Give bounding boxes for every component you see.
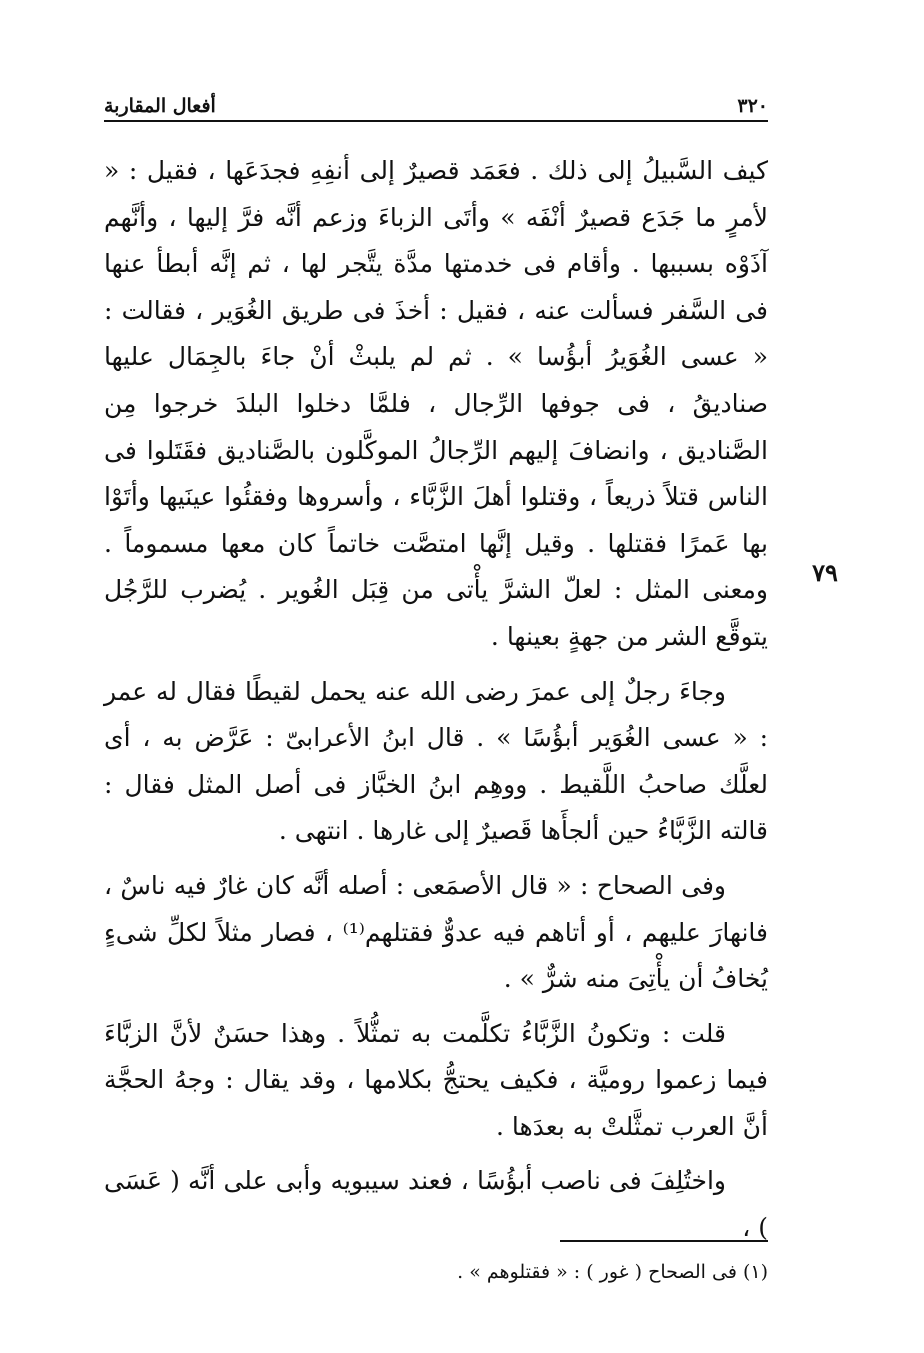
footnote: (١) فى الصحاح ( غور ) : « فقتلوهم » .: [457, 1261, 768, 1283]
margin-number: ٧٩: [812, 558, 838, 587]
paragraph: قلت : وتكونُ الزَّبَّاءُ تكلَّمت به تمثُّلاً . وهذا حسَنٌ لأنَّ الزبَّاءَ فيما زعموا روميَّة ، فكيف يحتجُّ بكلامها ، وقد يقال : وجهُ الحجَّة أنَّ العرب تمثَّلتْ به بعدَها .: [104, 1018, 768, 1141]
page-number: ٣٢٠: [737, 95, 768, 117]
main-text: [104, 148, 768, 1252]
paragraph: كيف السَّبيلُ إلى ذلك . فعَمَد قصيرٌ إلى أنفِهِ فجدَعَها ، فقيل : « لأمرٍ ما جَدَع قصيرٌ أنْفَه » وأتَى الزباءَ وزعم أنَّه فرَّ إليها ، وأنَّهم آذَوْه بسببها . وأقام فى خدمتها مدَّة يتَّجر لها ، ثم إنَّه أبطأ عنها فى السَّفر فسألت عنه ، فقيل : أخذَ فى طريق الغُوَير ، فقالت : « عسى الغُوَيرُ أبؤُسا » . ثم لم يلبثْ أنْ جاءَ بالجِمَال عليها صناديقُ ، فى جوفها الرِّجال ، فلمَّا دخلوا البلدَ خرجوا مِن الصَّناديق ، وانضافَ إليهم الرِّجالُ الموكَّلون بالصَّناديق فقَتَلوا فى الناس قتلاً ذريعاً ، وقتلوا أهلَ الزَّبَّاء ، وأسروها وفقئُوا عينَيها وأتَوْا بها عَمرًا فقتلها . وقيل إنَّها امتصَّت خاتماً كان معها مسموماً . ومعنى المثل : لعلّ الشرَّ يأْتى من قِبَل الغُوير . يُضرب للرَّجُل يتوقَّع الشر من جهةٍ بعينها .: [104, 156, 768, 651]
paragraph: وفى الصحاح : « قال الأصمَعى : أصله أنَّه كان غارٌ فيه ناسٌ ، فانهارَ عليهم ، أو أتاهم فيه عدوٌّ فقتلهم⁽¹⁾ ، فصار مثلاً لكلِّ شىءٍ يُخافُ أن يأْتِىَ منه شرٌّ » .: [104, 870, 768, 994]
paragraph: وجاءَ رجلٌ إلى عمرَ رضى الله عنه يحمل لقيطًا فقال له عمر : « عسى الغُوَير أبؤُسًا » . قال ابنُ الأعرابىّ : عَرَّض به ، أى لعلَّك صاحبُ اللَّقيط . ووهِم ابنُ الخبَّاز فى أصل المثل فقال : قالته الزَّبَّاءُ حين ألجأَها قَصيرٌ إلى غارها . انتهى .: [104, 676, 768, 846]
footnote-divider: [560, 1240, 768, 1242]
paragraph: واختُلِفَ فى ناصب أبؤُسًا ، فعند سيبويه وأبى على أنَّه ( عَسَى ) ،: [104, 1166, 768, 1243]
running-title: أفعال المقاربة: [104, 95, 216, 117]
page-header: [104, 84, 768, 122]
